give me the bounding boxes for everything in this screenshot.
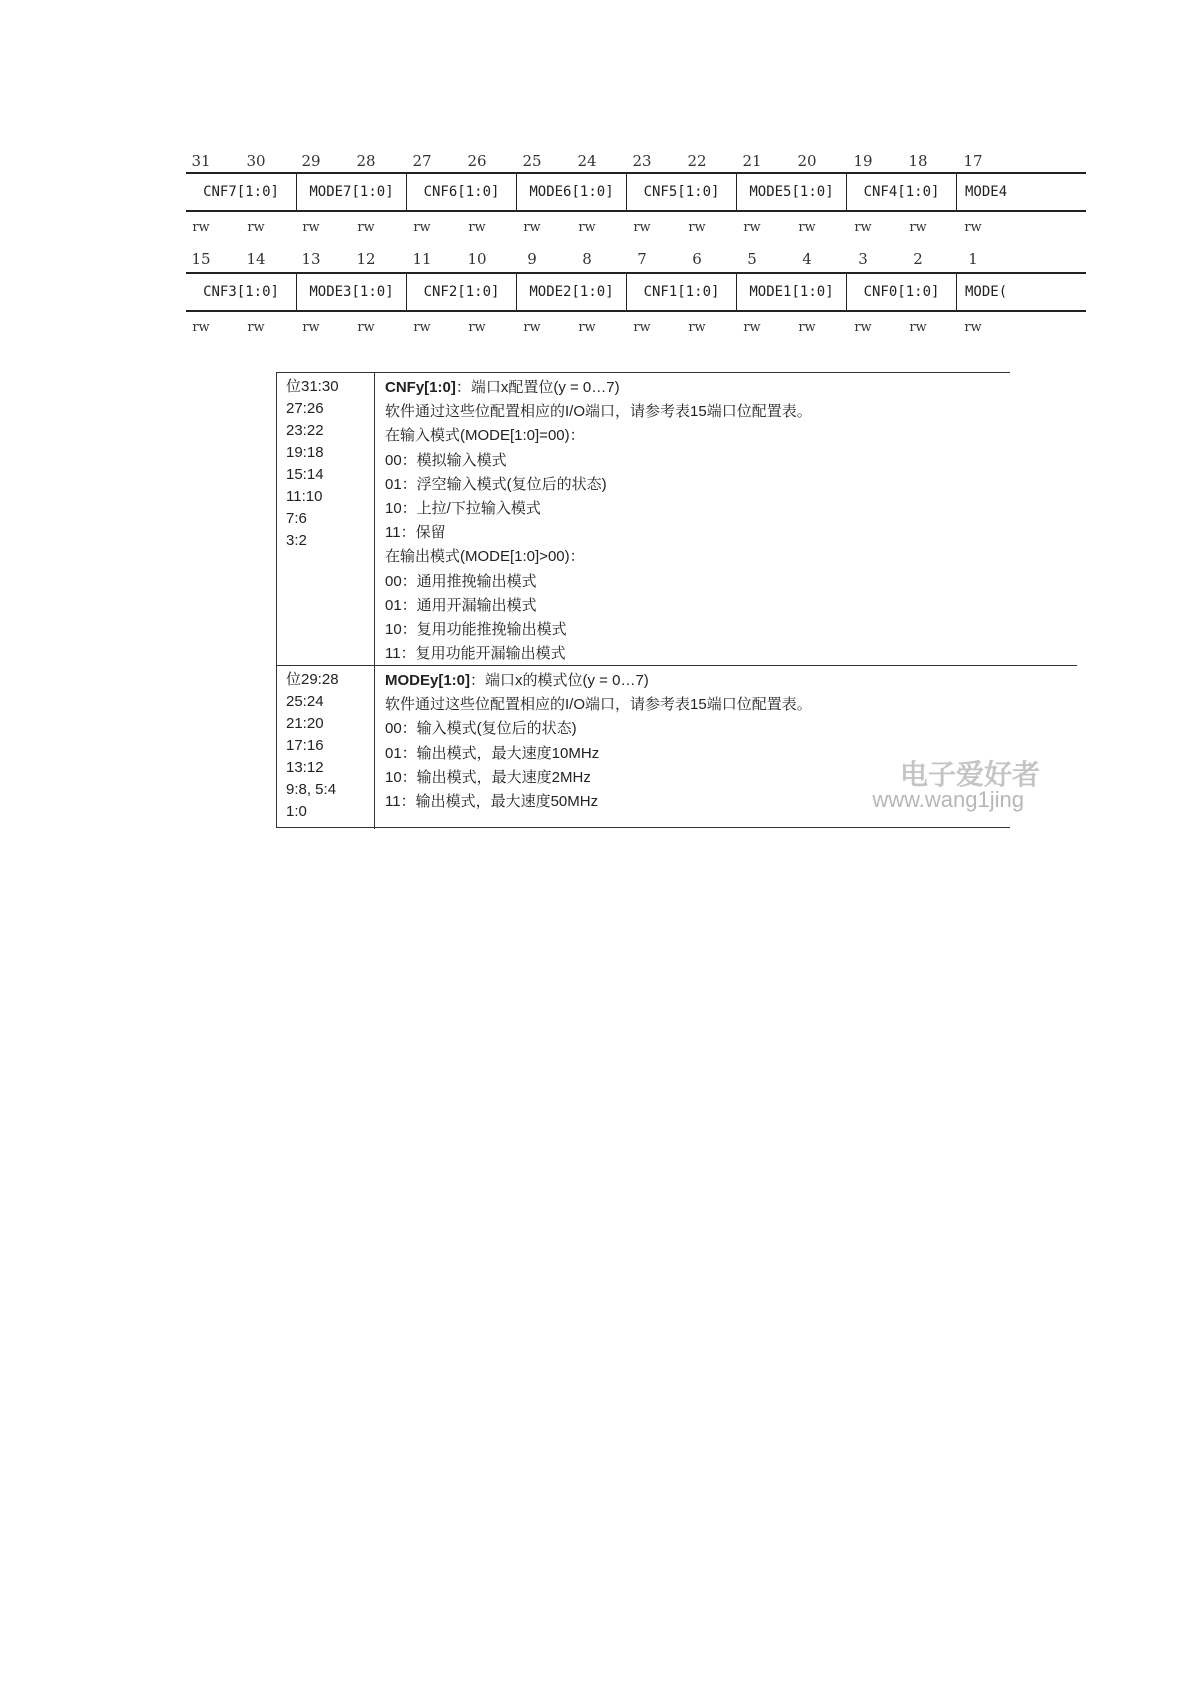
mode-title-desc: ：端口x的模式位(y = 0…7) bbox=[470, 672, 649, 689]
access-label: rw bbox=[357, 320, 375, 335]
access-label: rw bbox=[964, 320, 982, 335]
access-label: rw bbox=[357, 220, 375, 235]
access-label: rw bbox=[247, 220, 265, 235]
register-field: CNF0[1:0] bbox=[846, 274, 956, 310]
bit-number: 8 bbox=[582, 250, 592, 268]
bit-number: 15 bbox=[191, 250, 211, 268]
access-label: rw bbox=[302, 320, 320, 335]
bit-position: 17:16 bbox=[286, 737, 324, 754]
bit-position: 19:18 bbox=[286, 444, 324, 461]
bit-number: 24 bbox=[577, 152, 597, 170]
description-line: 01：通用开漏输出模式 bbox=[385, 596, 537, 614]
mode-title bbox=[385, 669, 1065, 693]
access-label: rw bbox=[743, 220, 761, 235]
access-label: rw bbox=[413, 320, 431, 335]
register-field: MODE3[1:0] bbox=[296, 274, 406, 310]
bit-number: 22 bbox=[687, 152, 707, 170]
access-label: rw bbox=[633, 320, 651, 335]
description-line: 在输出模式(MODE[1:0]>00)： bbox=[385, 548, 585, 566]
bit-number: 12 bbox=[356, 250, 376, 268]
access-label: rw bbox=[302, 220, 320, 235]
register-field: CNF4[1:0] bbox=[846, 174, 956, 210]
access-label: rw bbox=[192, 320, 210, 335]
register-field: MODE6[1:0] bbox=[516, 174, 626, 210]
description-line: 软件通过这些位配置相应的I/O端口，请参考表15端口位配置表。 bbox=[385, 696, 812, 714]
bit-position: 23:22 bbox=[286, 422, 324, 439]
bit-number: 13 bbox=[301, 250, 321, 268]
register-field: MODE( bbox=[956, 274, 1066, 310]
bit-number: 17 bbox=[963, 152, 983, 170]
register-field: MODE4 bbox=[956, 174, 1066, 210]
bit-numbers-upper bbox=[186, 150, 1086, 172]
cnf-bit-positions bbox=[277, 373, 375, 665]
description-line: 11：保留 bbox=[385, 524, 446, 542]
field-row-lower bbox=[186, 272, 1086, 312]
bit-number: 30 bbox=[246, 152, 266, 170]
bit-position: 21:20 bbox=[286, 715, 324, 732]
bit-position: 11:10 bbox=[286, 488, 323, 505]
bit-number: 28 bbox=[356, 152, 376, 170]
bit-position: 15:14 bbox=[286, 466, 324, 483]
register-field: MODE5[1:0] bbox=[736, 174, 846, 210]
watermark-url: www.wang1jing bbox=[872, 787, 1024, 812]
access-label: rw bbox=[688, 220, 706, 235]
description-line: 在输入模式(MODE[1:0]=00)： bbox=[385, 427, 585, 445]
access-label: rw bbox=[523, 320, 541, 335]
bit-number: 20 bbox=[797, 152, 817, 170]
bit-position: 1:0 bbox=[286, 803, 307, 820]
access-label: rw bbox=[468, 320, 486, 335]
watermark-text: 电子爱好者 bbox=[899, 759, 1040, 790]
access-label: rw bbox=[909, 320, 927, 335]
bit-number: 14 bbox=[246, 250, 266, 268]
bit-position: 27:26 bbox=[286, 400, 324, 417]
bit-numbers-lower bbox=[186, 248, 1086, 270]
register-field: CNF2[1:0] bbox=[406, 274, 516, 310]
description-line: 11：复用功能开漏输出模式 bbox=[385, 645, 566, 663]
bit-position: 13:12 bbox=[286, 759, 324, 776]
access-label: rw bbox=[743, 320, 761, 335]
access-label: rw bbox=[578, 320, 596, 335]
access-label: rw bbox=[523, 220, 541, 235]
bit-number: 29 bbox=[301, 152, 321, 170]
access-label: rw bbox=[854, 320, 872, 335]
bit-position: 9:8, 5:4 bbox=[286, 781, 337, 798]
register-field: MODE7[1:0] bbox=[296, 174, 406, 210]
cnf-description-text bbox=[385, 376, 1065, 666]
register-field: CNF7[1:0] bbox=[203, 184, 279, 200]
bit-position: 位31:30 bbox=[286, 378, 339, 395]
description-line: 10：上拉/下拉输入模式 bbox=[385, 500, 541, 518]
bit-number: 4 bbox=[802, 250, 812, 268]
bit-number: 31 bbox=[191, 152, 211, 170]
register-field: MODE2[1:0] bbox=[516, 274, 626, 310]
bit-position: 3:2 bbox=[286, 532, 307, 549]
description-line: 11：输出模式，最大速度50MHz bbox=[385, 793, 599, 811]
bit-number: 23 bbox=[632, 152, 652, 170]
cnf-description-row bbox=[277, 373, 1077, 665]
access-row-lower bbox=[186, 320, 1086, 340]
bit-number: 26 bbox=[467, 152, 487, 170]
bit-number: 2 bbox=[913, 250, 923, 268]
register-field: CNF1[1:0] bbox=[626, 274, 736, 310]
access-label: rw bbox=[578, 220, 596, 235]
bit-number: 5 bbox=[747, 250, 757, 268]
description-line: 01：输出模式，最大速度10MHz bbox=[385, 744, 600, 762]
access-label: rw bbox=[413, 220, 431, 235]
access-label: rw bbox=[688, 320, 706, 335]
field-row-upper bbox=[186, 172, 1086, 212]
description-line: 00：模拟输入模式 bbox=[385, 451, 507, 469]
bit-number: 10 bbox=[467, 250, 487, 268]
bit-number: 7 bbox=[637, 250, 647, 268]
register-field: CNF6[1:0] bbox=[406, 174, 516, 210]
description-line: 00：通用推挽输出模式 bbox=[385, 572, 537, 590]
mode-field-name: MODEy[1:0] bbox=[385, 672, 471, 689]
description-line: 软件通过这些位配置相应的I/O端口，请参考表15端口位配置表。 bbox=[385, 403, 812, 421]
bit-position: 7:6 bbox=[286, 510, 307, 527]
bit-number: 1 bbox=[968, 250, 978, 268]
access-label: rw bbox=[468, 220, 486, 235]
bit-number: 27 bbox=[412, 152, 432, 170]
register-bit-map bbox=[186, 150, 1010, 350]
access-label: rw bbox=[633, 220, 651, 235]
access-label: rw bbox=[798, 220, 816, 235]
description-line: 01：浮空输入模式(复位后的状态) bbox=[385, 475, 607, 493]
register-field: CNF5[1:0] bbox=[626, 174, 736, 210]
access-label: rw bbox=[854, 220, 872, 235]
access-row-upper bbox=[186, 220, 1086, 240]
description-line: 10：输出模式，最大速度2MHz bbox=[385, 768, 591, 786]
access-label: rw bbox=[247, 320, 265, 335]
description-line: 10：复用功能推挽输出模式 bbox=[385, 621, 567, 639]
bit-number: 18 bbox=[908, 152, 928, 170]
cnf-field-name: CNFy[1:0] bbox=[385, 379, 456, 396]
bit-number: 21 bbox=[742, 152, 762, 170]
access-label: rw bbox=[192, 220, 210, 235]
bit-position: 25:24 bbox=[286, 693, 324, 710]
access-label: rw bbox=[798, 320, 816, 335]
bit-number: 25 bbox=[522, 152, 542, 170]
cnf-title bbox=[385, 376, 1065, 400]
access-label: rw bbox=[964, 220, 982, 235]
mode-bit-positions bbox=[277, 666, 375, 829]
description-line: 00：输入模式(复位后的状态) bbox=[385, 720, 577, 738]
bit-number: 19 bbox=[853, 152, 873, 170]
bit-number: 11 bbox=[412, 250, 432, 268]
bit-number: 3 bbox=[858, 250, 868, 268]
bit-number: 9 bbox=[527, 250, 537, 268]
cnf-title-desc: ：端口x配置位(y = 0…7) bbox=[455, 379, 620, 396]
register-field: CNF3[1:0] bbox=[203, 284, 279, 300]
register-field: MODE1[1:0] bbox=[736, 274, 846, 310]
bit-description-table bbox=[276, 372, 1040, 828]
access-label: rw bbox=[909, 220, 927, 235]
bit-position: 位29:28 bbox=[286, 671, 339, 688]
bit-number: 6 bbox=[692, 250, 702, 268]
